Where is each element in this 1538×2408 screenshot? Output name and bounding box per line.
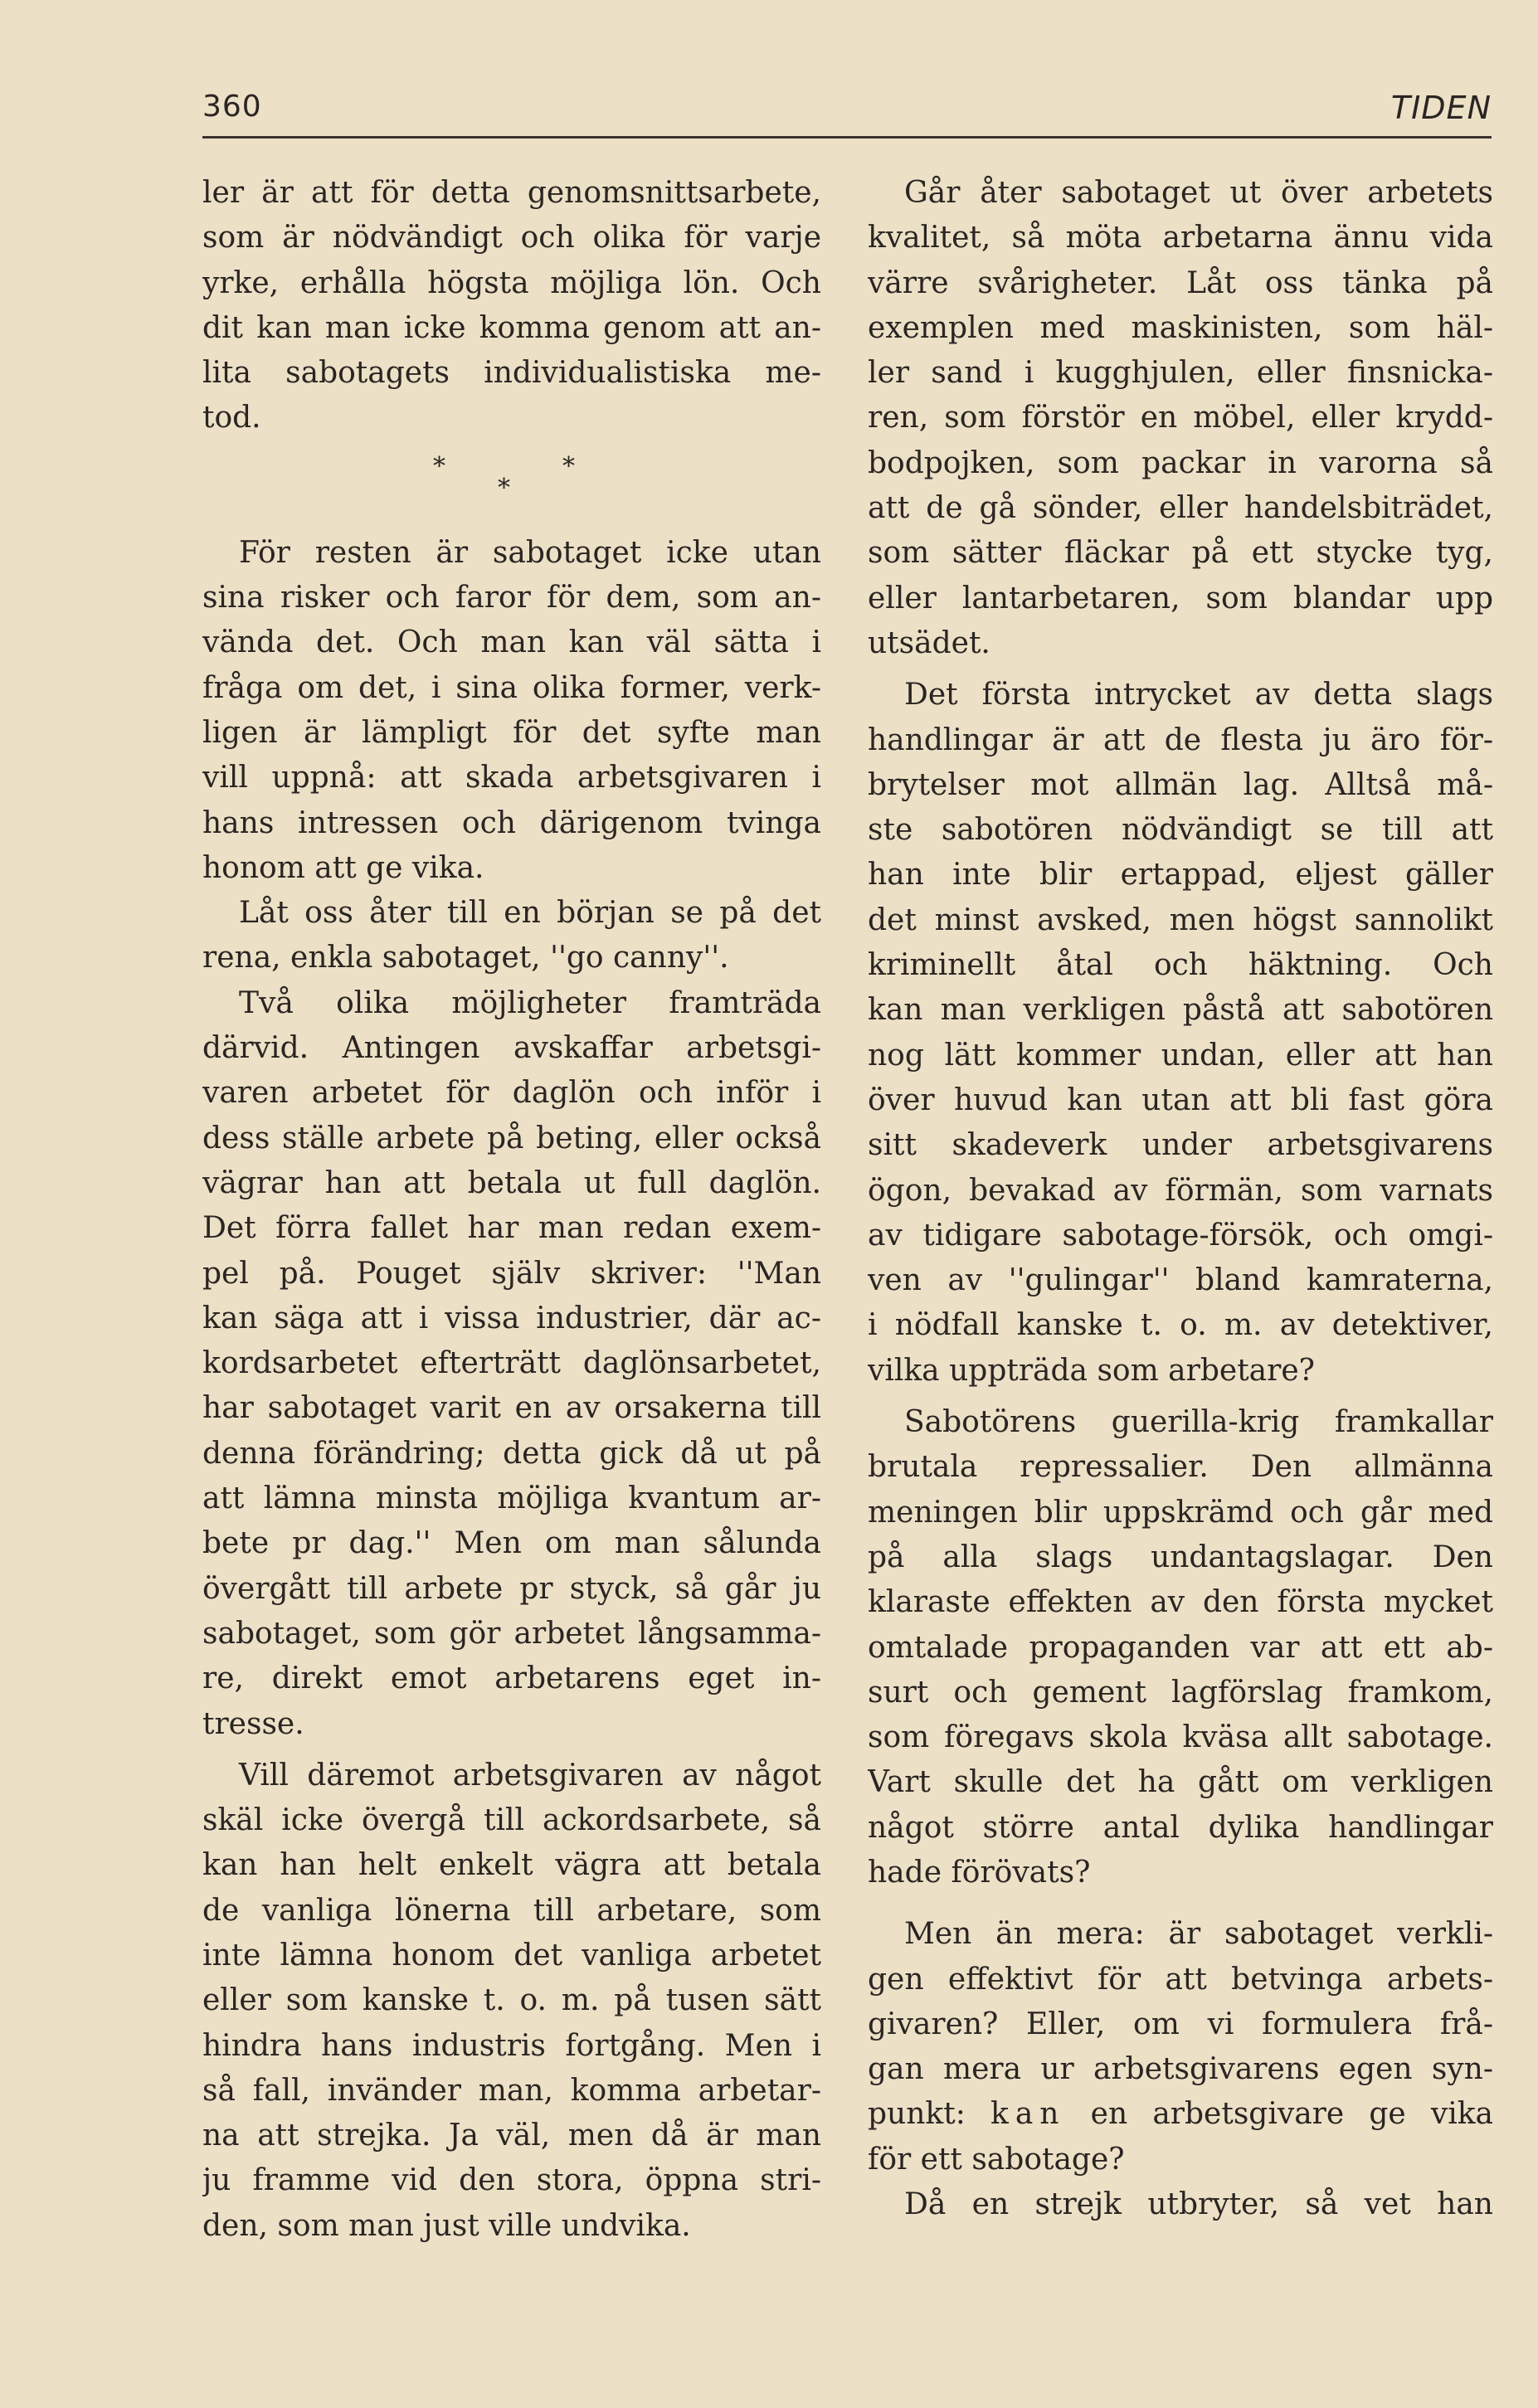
text-line: vända det. Och man kan väl sätta i bbox=[202, 625, 821, 660]
text-line: re, direkt emot arbetarens eget in- bbox=[202, 1661, 821, 1696]
text-line: kan han helt enkelt vägra att betala bbox=[202, 1848, 821, 1883]
text-line: i nödfall kanske t. o. m. av detektiver, bbox=[868, 1308, 1493, 1343]
text-line: ven av ''gulingar'' bland kamraterna, bbox=[868, 1263, 1493, 1298]
text-line: över huvud kan utan att bli fast göra bbox=[868, 1082, 1493, 1117]
text-line: hans intressen och därigenom tvinga bbox=[202, 805, 821, 840]
text-line: ren, som förstör en möbel, eller krydd- bbox=[868, 401, 1493, 435]
text-line: de vanliga lönerna till arbetare, som bbox=[202, 1893, 821, 1928]
paragraph bbox=[202, 981, 821, 1747]
text-line: Två olika möjligheter framträda bbox=[239, 985, 821, 1020]
text-line: kvalitet, så möta arbetarna ännu vida bbox=[868, 221, 1493, 255]
text-line: nog lätt kommer undan, eller att han bbox=[868, 1038, 1493, 1073]
text-line: dit kan man icke komma genom att an- bbox=[202, 310, 821, 345]
text-line: Det första intrycket av detta slags bbox=[904, 678, 1493, 713]
text-line: Det förra fallet har man redan exem- bbox=[202, 1211, 821, 1246]
text-segment: punkt: bbox=[868, 2097, 991, 2132]
text-line: hindra hans industris fortgång. Men i bbox=[202, 2028, 821, 2063]
text-line: handlingar är att de flesta ju äro för- bbox=[868, 722, 1493, 757]
text-line: yrke, erhålla högsta möjliga lön. Och bbox=[202, 265, 821, 300]
paragraph bbox=[868, 673, 1493, 1394]
text-line: sina risker och faror för dem, som an- bbox=[202, 581, 821, 615]
text-line: givaren? Eller, om vi formulera frå- bbox=[868, 2007, 1493, 2041]
text-line: inte lämna honom det vanliga arbetet bbox=[202, 1938, 821, 1973]
text-line: värre svårigheter. Låt oss tänka på bbox=[868, 265, 1493, 300]
text-line: pel på. Pouget själv skriver: ''Man bbox=[202, 1256, 821, 1291]
right-column bbox=[868, 171, 1493, 2227]
text-line: honom att ge vika. bbox=[202, 850, 484, 885]
text-line: eller lantarbetaren, som blandar upp bbox=[868, 581, 1493, 615]
text-line: ligen är lämpligt för det syfte man bbox=[202, 715, 821, 750]
text-line: Vill däremot arbetsgivaren av något bbox=[239, 1758, 821, 1793]
paragraph bbox=[202, 171, 821, 441]
text-line: som föregavs skola kväsa allt sabotage. bbox=[868, 1720, 1493, 1755]
text-line: utsädet. bbox=[868, 625, 990, 660]
text-segment: en arbetsgivare ge vika bbox=[1065, 2097, 1493, 2132]
paragraph bbox=[868, 2182, 1493, 2227]
left-column bbox=[202, 171, 821, 2249]
text-line: ögon, bevakad av förmän, som varnats bbox=[868, 1173, 1493, 1208]
paragraph bbox=[868, 1400, 1493, 1895]
text-line: omtalade propaganden var att ett ab- bbox=[868, 1630, 1493, 1665]
text-line: att lämna minsta möjliga kvantum ar- bbox=[202, 1481, 821, 1516]
text-line: hade förövats? bbox=[868, 1855, 1091, 1890]
text-line: meningen blir uppskrämd och går med bbox=[868, 1495, 1493, 1530]
text-line: har sabotaget varit en av orsakerna till bbox=[202, 1391, 821, 1426]
running-head: TIDEN bbox=[1390, 90, 1492, 126]
text-line: exemplen med maskinisten, som häl- bbox=[868, 310, 1493, 345]
text-line: ler är att för detta genomsnittsarbete, bbox=[202, 176, 821, 210]
text-line: så fall, invänder man, komma arbetar- bbox=[202, 2073, 821, 2108]
text-line: fråga om det, i sina olika former, verk- bbox=[202, 670, 821, 705]
text-line: av tidigare sabotage-försök, och omgi- bbox=[868, 1218, 1493, 1253]
paragraph bbox=[868, 171, 1493, 666]
paragraph bbox=[202, 891, 821, 981]
text-line: Då en strejk utbryter, så vet han bbox=[904, 2187, 1493, 2222]
text-line: denna förändring; detta gick då ut på bbox=[202, 1436, 821, 1471]
text-line: kan säga att i vissa industrier, där ac- bbox=[202, 1301, 821, 1335]
paragraph bbox=[202, 1754, 821, 2249]
text-line: klaraste effekten av den första mycket bbox=[868, 1585, 1493, 1620]
text-line: som sätter fläckar på ett stycke tyg, bbox=[868, 536, 1493, 571]
text-line: tresse. bbox=[202, 1706, 304, 1741]
text-line: därvid. Antingen avskaffar arbetsgi- bbox=[202, 1031, 821, 1066]
text-line: brutala repressalier. Den allmänna bbox=[868, 1450, 1493, 1485]
text-line: något större antal dylika handlingar bbox=[868, 1810, 1493, 1845]
text-line: Vart skulle det ha gått om verkligen bbox=[868, 1765, 1493, 1800]
text-line: varen arbetet för daglön och inför i bbox=[202, 1076, 821, 1111]
text-line: sitt skadeverk under arbetsgivarens bbox=[868, 1128, 1493, 1163]
text-line: kordsarbetet efterträtt daglönsarbetet, bbox=[202, 1346, 821, 1381]
text-line: dess ställe arbete på beting, eller också bbox=[202, 1121, 821, 1155]
text-line: rena, enkla sabotaget, ''go canny''. bbox=[202, 941, 729, 975]
text-line: för ett sabotage? bbox=[868, 2142, 1125, 2177]
text-line: som är nödvändigt och olika för varje bbox=[202, 221, 821, 255]
text-line: det minst avsked, men högst sannolikt bbox=[868, 902, 1493, 937]
text-line: Sabotörens guerilla-krig framkallar bbox=[904, 1405, 1493, 1440]
text-line bbox=[868, 2092, 1493, 2137]
emphasized-word: kan bbox=[990, 2097, 1066, 2132]
text-line: den, som man just ville undvika. bbox=[202, 2208, 691, 2243]
text-line: eller som kanske t. o. m. på tusen sätt bbox=[202, 1983, 821, 2018]
text-line: na att strejka. Ja väl, men då är man bbox=[202, 2119, 821, 2153]
text-line: Låt oss åter till en början se på det bbox=[239, 896, 821, 931]
text-line: att de gå sönder, eller handelsbiträdet, bbox=[868, 491, 1493, 526]
text-line: vilka uppträda som arbetare? bbox=[868, 1353, 1315, 1388]
text-line: ste sabotören nödvändigt se till att bbox=[868, 813, 1493, 848]
paragraph bbox=[202, 531, 821, 891]
page-header bbox=[202, 86, 1492, 139]
text-line: på alla slags undantagslagar. Den bbox=[868, 1540, 1493, 1574]
text-line: bodpojken, som packar in varorna så bbox=[868, 445, 1493, 480]
text-line: gen effektivt för att betvinga arbets- bbox=[868, 1962, 1493, 1997]
text-line: surt och gement lagförslag framkom, bbox=[868, 1675, 1493, 1710]
text-line: han inte blir ertappad, eljest gäller bbox=[868, 858, 1493, 893]
text-line: kan man verkligen påstå att sabotören bbox=[868, 993, 1493, 1028]
text-line: gan mera ur arbetsgivarens egen syn- bbox=[868, 2052, 1493, 2087]
asterisk: * bbox=[498, 473, 510, 503]
section-break-asterism bbox=[202, 441, 821, 531]
text-line: För resten är sabotaget icke utan bbox=[239, 535, 821, 570]
text-line: skäl icke övergå till ackordsarbete, så bbox=[202, 1803, 821, 1838]
text-line: bete pr dag.'' Men om man sålunda bbox=[202, 1526, 821, 1561]
text-line: lita sabotagets individualistiska me- bbox=[202, 356, 821, 391]
text-line: vill uppnå: att skada arbetsgivaren i bbox=[202, 761, 821, 795]
text-line: Går åter sabotaget ut över arbetets bbox=[904, 176, 1493, 210]
asterisk: * bbox=[433, 451, 445, 481]
text-line: sabotaget, som gör arbetet långsamma- bbox=[202, 1616, 821, 1651]
text-line: vägrar han att betala ut full daglön. bbox=[202, 1165, 821, 1200]
text-line: Men än mera: är sabotaget verkli- bbox=[904, 1917, 1493, 1952]
text-line: övergått till arbete pr styck, så går ju bbox=[202, 1571, 821, 1606]
paragraph bbox=[868, 1912, 1493, 2182]
text-line: ler sand i kugghjulen, eller finsnicka- bbox=[868, 356, 1493, 391]
text-line: tod. bbox=[202, 401, 261, 435]
text-line: ju framme vid den stora, öppna stri- bbox=[202, 2163, 821, 2198]
text-line: kriminellt åtal och häktning. Och bbox=[868, 948, 1493, 983]
text-line: brytelser mot allmän lag. Alltså må- bbox=[868, 767, 1493, 802]
asterisk: * bbox=[562, 451, 575, 481]
page-number: 360 bbox=[202, 90, 262, 124]
